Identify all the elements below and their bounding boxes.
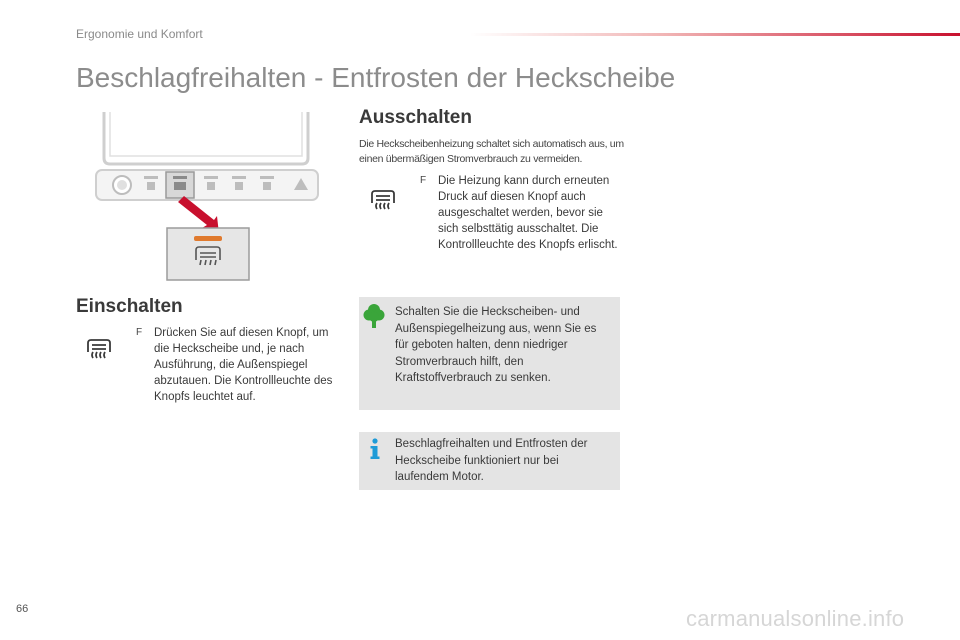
watermark: carmanualsonline.info <box>686 606 905 631</box>
eco-note-box <box>359 297 620 410</box>
info-note-text: Beschlagfreihalten und Entfrosten der Heckscheibe funktioniert nur bei laufendem Motor. <box>395 438 588 483</box>
ausschalten-bullet <box>420 173 624 253</box>
control-panel-illustration <box>94 112 324 287</box>
ausschalten-intro: Die Heckscheibenheizung schaltet sich automatisch aus, um einen übermäßigen Stromverbrauch zu vermeiden. <box>359 138 624 165</box>
info-note-box <box>359 432 620 490</box>
ausschalten-heading: Ausschalten <box>359 107 472 128</box>
page-number: 66 <box>16 603 29 615</box>
eco-note-text: Schalten Sie die Heckscheiben- und Außenspiegelheizung aus, wenn Sie es für geboten halten, denn niedriger Stromverbrauch hilft, den Kraftstoffverbrauch zu senken. <box>395 306 597 384</box>
einschalten-bullet <box>136 325 344 405</box>
bullet-marker: F <box>420 175 427 186</box>
header-accent-line <box>470 33 960 36</box>
rear-defrost-icon <box>370 189 396 211</box>
eco-tree-icon <box>363 303 385 329</box>
section-header: Ergonomie und Komfort <box>76 27 203 41</box>
ausschalten-bullet-text: Die Heizung kann durch erneuten Druck auf diesen Knopf auch ausgeschaltet werden, bevor sie sich selbsttätig ausschaltet. Die Kontrollleuchte des Knopfs erlischt. <box>438 175 618 251</box>
rear-defrost-icon <box>86 338 112 360</box>
einschalten-bullet-text: Drücken Sie auf diesen Knopf, um die Heckscheibe und, je nach Ausführung, die Außenspiegel abzutauen. Die Kontrollleuchte des Knopfs leuchtet auf. <box>154 327 333 403</box>
bullet-marker: F <box>136 327 143 338</box>
page-title: Beschlagfreihalten - Entfrosten der Heckscheibe <box>76 62 676 93</box>
einschalten-heading: Einschalten <box>76 296 183 317</box>
info-icon <box>369 438 381 460</box>
